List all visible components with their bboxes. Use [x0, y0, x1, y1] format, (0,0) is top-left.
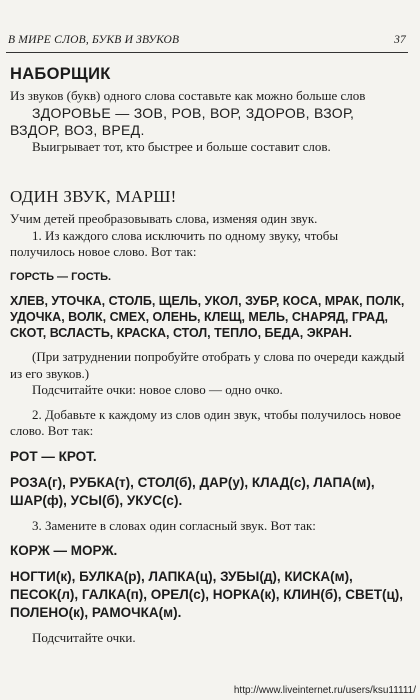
- section-heading-odin-zvuk: ОДИН ЗВУК, МАРШ!: [10, 187, 177, 206]
- task1-note: (При затруднении попробуйте отобрать у слова по очереди каждый из его звуков.): [10, 349, 405, 381]
- section-heading-naborshchik: НАБОРЩИК: [10, 65, 111, 83]
- task3-example: КОРЖ — МОРЖ.: [10, 543, 118, 558]
- task2-example: РОТ — КРОТ.: [10, 448, 97, 464]
- task1-word-list: ХЛЕВ, УТОЧКА, СТОЛБ, ЩЕЛЬ, УКОЛ, ЗУБР, КОСА, МРАК, ПОЛК, УДОЧКА, ВОЛК, СМЕХ, ОЛЕНЬ, КЛЕЩ, МЕЛЬ, СНАРЯД, ГРАД, СКОТ, ВСЛАСТЬ, КРАСКА, СТОЛ, ТЕПЛО, БЕДА, ЭКРАН.: [10, 294, 405, 340]
- section1-rule: Выигрывает тот, кто быстрее и больше составит слов.: [32, 138, 331, 154]
- page-content: [10, 64, 406, 647]
- task1-scoring: Подсчитайте очки: новое слово — одно очко.: [32, 382, 283, 397]
- task3-scoring: Подсчитайте очки.: [32, 630, 136, 645]
- task3-text: 3. Замените в словах один согласный звук. Вот так:: [32, 517, 316, 533]
- section1-example: ЗДОРОВЬЕ — ЗОВ, РОВ, ВОР, ЗДОРОВ, ВЗОР, ВЗДОР, ВОЗ, ВРЕД.: [10, 104, 355, 138]
- header-divider: [6, 52, 408, 53]
- section1-intro: Из звуков (букв) одного слова составьте как можно больше слов: [10, 88, 366, 103]
- source-watermark-url: http://www.liveinternet.ru/users/ksu11111/: [233, 685, 416, 696]
- page-number: 37: [394, 34, 406, 46]
- task1-text: 1. Из каждого слова исключить по одному звуку, чтобы получилось новое слово. Вот так:: [10, 227, 339, 259]
- header-title: В МИРЕ СЛОВ, БУКВ И ЗВУКОВ: [8, 34, 180, 46]
- task1-example: ГОРСТЬ — ГОСТЬ.: [10, 270, 112, 283]
- task2-word-list: РОЗА(г), РУБКА(т), СТОЛ(б), ДАР(у), КЛАД(с), ЛАПА(м), ШАР(ф), УСЫ(б), УКУС(с).: [10, 474, 375, 508]
- section2-intro: Учим детей преобразовывать слова, изменяя один звук.: [10, 211, 318, 226]
- running-header: [8, 34, 406, 46]
- task2-text: 2. Добавьте к каждому из слов один звук, чтобы получилось новое слово. Вот так:: [10, 406, 401, 438]
- task3-word-list: НОГТИ(к), БУЛКА(р), ЛАПКА(ц), ЗУБЫ(д), КИСКА(м), ПЕСОК(л), ГАЛКА(п), ОРЕЛ(с), НОРКА(к), КЛИН(б), СВЕТ(ц), ПОЛЕНО(к), РАМОЧКА(м).: [10, 569, 404, 620]
